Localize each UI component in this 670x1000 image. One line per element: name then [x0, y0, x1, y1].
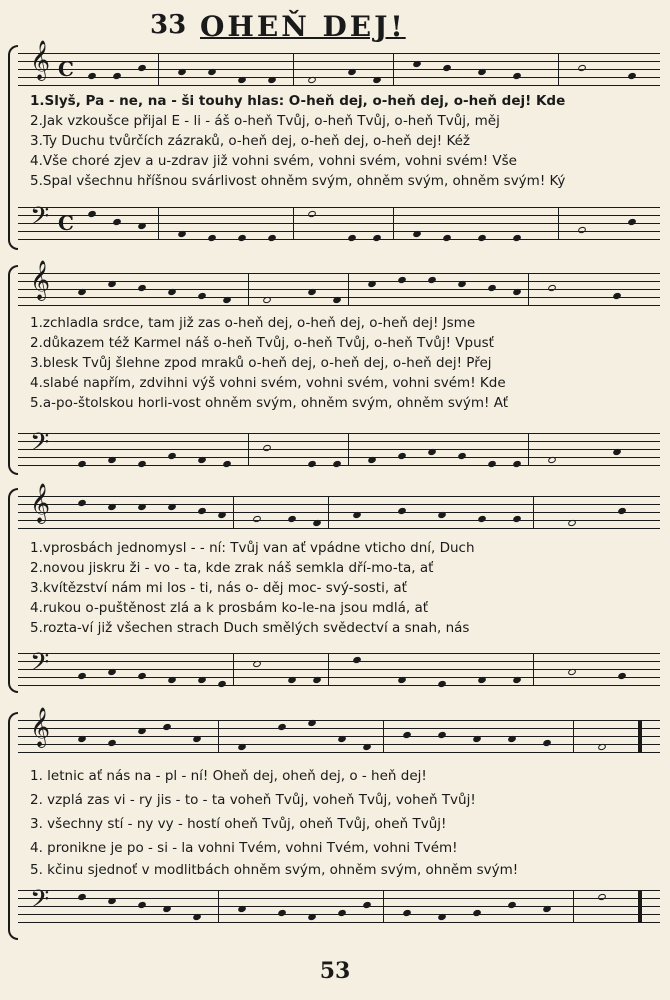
- note-head: [112, 218, 122, 226]
- note-head: [307, 210, 317, 218]
- bar-line: [533, 653, 534, 685]
- note-head: [107, 668, 117, 676]
- system-brace: [8, 45, 18, 250]
- bar-line: [158, 53, 159, 85]
- note-head: [512, 234, 522, 242]
- lyric-verse-2: 2.důkazem též Karmel náš o-heň Tvůj, o-heň Tvůj, o-heň Tvůj! Vpusť: [30, 335, 494, 351]
- lyrics-block-3: [30, 540, 654, 640]
- treble-clef-icon: 𝄞: [30, 40, 51, 80]
- bar-line: [528, 433, 529, 465]
- note-head: [367, 280, 377, 288]
- note-head: [307, 719, 317, 727]
- note-head: [167, 503, 177, 511]
- note-head: [217, 680, 227, 688]
- bar-line: [218, 890, 219, 922]
- note-head: [512, 676, 522, 684]
- note-head: [107, 897, 117, 905]
- note-head: [162, 905, 172, 913]
- note-head: [512, 460, 522, 468]
- note-head: [207, 234, 217, 242]
- treble-staff: [18, 260, 660, 305]
- staff-line: [18, 433, 660, 434]
- bar-line: [558, 53, 559, 85]
- note-head: [612, 292, 622, 300]
- note-head: [627, 218, 637, 226]
- bass-clef-icon: 𝄢: [30, 885, 50, 920]
- note-head: [442, 64, 452, 72]
- note-head: [87, 72, 97, 80]
- bar-line: [218, 720, 219, 752]
- note-head: [612, 448, 622, 456]
- note-head: [577, 226, 587, 234]
- lyric-verse-1: 1. letnic ať nás na - pl - ní! Oheň dej, oheň dej, o - heň dej!: [30, 768, 427, 784]
- note-head: [332, 296, 342, 304]
- note-head: [347, 234, 357, 242]
- note-head: [372, 234, 382, 242]
- note-head: [162, 723, 172, 731]
- system-brace: [8, 712, 18, 940]
- lyric-verse-2: 2.Jak vzkoušce přijal E - li - áš o-heň Tvůj, o-heň Tvůj, o-heň Tvůj, měj: [30, 113, 500, 129]
- note-head: [627, 72, 637, 80]
- lyrics-block-2: [30, 315, 654, 415]
- staff-line: [18, 69, 660, 70]
- note-head: [337, 735, 347, 743]
- note-head: [437, 511, 447, 519]
- bass-staff: [18, 428, 660, 465]
- bar-line: [233, 653, 234, 685]
- note-head: [567, 519, 577, 527]
- note-head: [512, 288, 522, 296]
- staff-line: [18, 441, 660, 442]
- lyric-verse-3: 3.Ty Duchu tvůrčích zázraků, o-heň dej, o-heň dej, o-heň dej! Kéž: [30, 133, 471, 149]
- note-head: [507, 735, 517, 743]
- lyrics-block-4: [30, 768, 654, 878]
- staff-line: [18, 685, 660, 686]
- note-head: [307, 288, 317, 296]
- bar-line: [558, 207, 559, 239]
- note-head: [477, 68, 487, 76]
- bar-line: [573, 720, 574, 752]
- note-head: [77, 460, 87, 468]
- note-head: [437, 680, 447, 688]
- note-head: [137, 64, 147, 72]
- note-head: [137, 222, 147, 230]
- lyric-verse-5: 5.a-po-štolskou horli-vost ohněm svým, ohněm svým, ohněm svým! Ať: [30, 395, 509, 411]
- lyric-verse-1: 1.Slyš, Pa - ne, na - ši touhy hlas: O-heň dej, o-heň dej, o-heň dej! Kde: [30, 93, 566, 109]
- note-head: [107, 503, 117, 511]
- note-head: [237, 76, 247, 84]
- note-head: [402, 909, 412, 917]
- bar-line: [638, 890, 642, 922]
- note-head: [222, 460, 232, 468]
- note-head: [177, 68, 187, 76]
- note-head: [262, 444, 272, 452]
- treble-staff: [18, 707, 660, 752]
- lyric-verse-4: 4.rukou o-puštěnost zlá a k prosbám ko-le-na jsou mdlá, ať: [30, 600, 429, 616]
- bass-clef-icon: 𝄢: [30, 648, 50, 683]
- note-head: [597, 893, 607, 901]
- bar-line: [348, 433, 349, 465]
- note-head: [477, 676, 487, 684]
- note-head: [307, 913, 317, 921]
- treble-clef-icon: 𝄞: [30, 483, 51, 523]
- lyric-verse-4: 4.Vše choré zjev a u-zdrav již vohni svém, vohni svém, vohni svém! Vše: [30, 153, 517, 169]
- note-head: [137, 284, 147, 292]
- staff-line: [18, 528, 660, 529]
- bar-line: [638, 720, 642, 752]
- bass-staff: [18, 885, 660, 922]
- note-head: [397, 276, 407, 284]
- lyric-verse-5: 5.rozta-ví již všechen strach Duch smělých svědectví a snah, nás: [30, 620, 470, 636]
- note-head: [437, 731, 447, 739]
- music-system-3: [8, 483, 660, 693]
- note-head: [137, 901, 147, 909]
- note-head: [427, 276, 437, 284]
- note-head: [267, 76, 277, 84]
- song-number: 33: [150, 10, 187, 40]
- note-head: [512, 72, 522, 80]
- lyric-verse-1: 1.vprosbách jednomysl - - ní: Tvůj van ať vpádne vticho dní, Duch: [30, 540, 475, 556]
- lyric-verse-4: 4.slabé napřím, zdvihni výš vohni svém, vohni svém, vohni svém! Kde: [30, 375, 506, 391]
- note-head: [312, 519, 322, 527]
- note-head: [277, 909, 287, 917]
- bar-line: [348, 273, 349, 305]
- note-head: [402, 731, 412, 739]
- staff-line: [18, 661, 660, 662]
- note-head: [362, 743, 372, 751]
- note-head: [252, 660, 262, 668]
- note-head: [107, 280, 117, 288]
- bass-staff: [18, 202, 660, 239]
- note-head: [197, 456, 207, 464]
- system-brace: [8, 265, 18, 475]
- note-head: [307, 460, 317, 468]
- note-head: [167, 288, 177, 296]
- lyric-verse-1: 1.zchladla srdce, tam již zas o-heň dej, o-heň dej, o-heň dej! Jsme: [30, 315, 476, 331]
- bar-line: [573, 890, 574, 922]
- bar-line: [328, 653, 329, 685]
- note-head: [457, 452, 467, 460]
- music-system-4: [8, 707, 660, 940]
- bass-clef-icon: 𝄢: [30, 428, 50, 463]
- staff-line: [18, 207, 660, 208]
- staff-line: [18, 85, 660, 86]
- note-head: [542, 905, 552, 913]
- bar-line: [158, 207, 159, 239]
- note-head: [197, 676, 207, 684]
- bar-line: [393, 207, 394, 239]
- staff-line: [18, 449, 660, 450]
- note-head: [397, 452, 407, 460]
- bar-line: [233, 496, 234, 528]
- note-head: [332, 460, 342, 468]
- treble-clef-icon: 𝄞: [30, 707, 51, 747]
- note-head: [252, 515, 262, 523]
- note-head: [197, 507, 207, 515]
- note-head: [197, 292, 207, 300]
- note-head: [112, 72, 122, 80]
- lyric-verse-3: 3. všechny stí - ny vy - hostí oheň Tvůj, oheň Tvůj, oheň Tvůj!: [30, 816, 447, 832]
- lyric-verse-2: 2.novou jiskru ži - vo - ta, kde zrak náš semkla dří-mo-ta, ať: [30, 560, 434, 576]
- treble-staff: [18, 483, 660, 528]
- bar-line: [293, 207, 294, 239]
- note-head: [87, 210, 97, 218]
- note-head: [512, 515, 522, 523]
- note-head: [77, 499, 87, 507]
- note-head: [412, 230, 422, 238]
- staff-line: [18, 890, 660, 891]
- note-head: [287, 515, 297, 523]
- bar-line: [383, 890, 384, 922]
- bar-line: [248, 273, 249, 305]
- bar-line: [533, 496, 534, 528]
- note-head: [237, 905, 247, 913]
- note-head: [237, 743, 247, 751]
- time-signature: C: [58, 211, 74, 235]
- note-head: [567, 668, 577, 676]
- note-head: [137, 672, 147, 680]
- note-head: [267, 234, 277, 242]
- system-brace: [8, 488, 18, 693]
- note-head: [367, 456, 377, 464]
- note-head: [222, 296, 232, 304]
- note-head: [167, 676, 177, 684]
- page-number: 53: [319, 958, 351, 984]
- staff-line: [18, 61, 660, 62]
- lyric-verse-2: 2. vzplá zas vi - ry jis - to - ta voheň Tvůj, voheň Tvůj, voheň Tvůj!: [30, 792, 476, 808]
- time-signature: C: [58, 57, 74, 81]
- note-head: [507, 901, 517, 909]
- staff-line: [18, 520, 660, 521]
- lyric-verse-3: 3.kvítězství nám mi los - ti, nás o- děj moc- svý-sosti, ať: [30, 580, 407, 596]
- note-head: [107, 456, 117, 464]
- staff-line: [18, 922, 660, 923]
- note-head: [472, 735, 482, 743]
- note-head: [137, 503, 147, 511]
- staff-line: [18, 496, 660, 497]
- note-head: [547, 456, 557, 464]
- note-head: [137, 460, 147, 468]
- note-head: [287, 676, 297, 684]
- note-head: [457, 280, 467, 288]
- staff-line: [18, 231, 660, 232]
- note-head: [77, 288, 87, 296]
- note-head: [397, 507, 407, 515]
- staff-line: [18, 906, 660, 907]
- note-head: [77, 893, 87, 901]
- note-head: [477, 234, 487, 242]
- note-head: [372, 76, 382, 84]
- staff-line: [18, 273, 660, 274]
- staff-line: [18, 512, 660, 513]
- staff-line: [18, 305, 660, 306]
- music-system-2: [8, 260, 660, 475]
- staff-line: [18, 752, 660, 753]
- note-head: [262, 296, 272, 304]
- note-head: [427, 448, 437, 456]
- staff-line: [18, 239, 660, 240]
- staff-line: [18, 53, 660, 54]
- note-head: [397, 676, 407, 684]
- note-head: [77, 672, 87, 680]
- bar-line: [293, 53, 294, 85]
- note-head: [477, 515, 487, 523]
- music-system-1: [8, 40, 660, 250]
- lyric-verse-5: 5. kčinu sjednoť v modlitbách ohněm svým, ohněm svým, ohněm svým!: [30, 862, 519, 878]
- bar-line: [328, 496, 329, 528]
- lyric-verse-4: 4. pronikne je po - si - la vohni Tvém, vohni Tvém, vohni Tvém!: [30, 840, 458, 856]
- note-head: [487, 284, 497, 292]
- note-head: [307, 76, 317, 84]
- note-head: [137, 727, 147, 735]
- note-head: [352, 511, 362, 519]
- note-head: [217, 511, 227, 519]
- note-head: [192, 735, 202, 743]
- staff-line: [18, 215, 660, 216]
- treble-staff: [18, 40, 660, 85]
- bar-line: [393, 53, 394, 85]
- lyric-verse-3: 3.blesk Tvůj šlehne zpod mraků o-heň dej, o-heň dej, o-heň dej! Přej: [30, 355, 492, 371]
- note-head: [472, 909, 482, 917]
- note-head: [412, 60, 422, 68]
- note-head: [312, 676, 322, 684]
- song-title: OHEŇ DEJ!: [200, 10, 406, 43]
- note-head: [617, 507, 627, 515]
- note-head: [547, 284, 557, 292]
- note-head: [277, 723, 287, 731]
- note-head: [107, 739, 117, 747]
- note-head: [207, 68, 217, 76]
- bass-staff: [18, 648, 660, 685]
- lyric-verse-5: 5.Spal všechnu hříšnou svárlivost ohněm svým, ohněm svým, ohněm svým! Ký: [30, 173, 566, 189]
- bar-line: [383, 720, 384, 752]
- lyrics-block-1: [30, 93, 654, 193]
- note-head: [437, 913, 447, 921]
- note-head: [617, 672, 627, 680]
- note-head: [362, 901, 372, 909]
- staff-line: [18, 653, 660, 654]
- staff-line: [18, 677, 660, 678]
- note-head: [77, 735, 87, 743]
- note-head: [577, 64, 587, 72]
- note-head: [487, 460, 497, 468]
- staff-line: [18, 289, 660, 290]
- note-head: [442, 234, 452, 242]
- note-head: [337, 909, 347, 917]
- bass-clef-icon: 𝄢: [30, 202, 50, 237]
- bar-line: [528, 273, 529, 305]
- bar-line: [248, 433, 249, 465]
- note-head: [237, 234, 247, 242]
- staff-line: [18, 720, 660, 721]
- note-head: [192, 913, 202, 921]
- note-head: [347, 68, 357, 76]
- staff-line: [18, 728, 660, 729]
- note-head: [542, 739, 552, 747]
- treble-clef-icon: 𝄞: [30, 260, 51, 300]
- note-head: [177, 230, 187, 238]
- note-head: [352, 656, 362, 664]
- note-head: [597, 743, 607, 751]
- note-head: [167, 452, 177, 460]
